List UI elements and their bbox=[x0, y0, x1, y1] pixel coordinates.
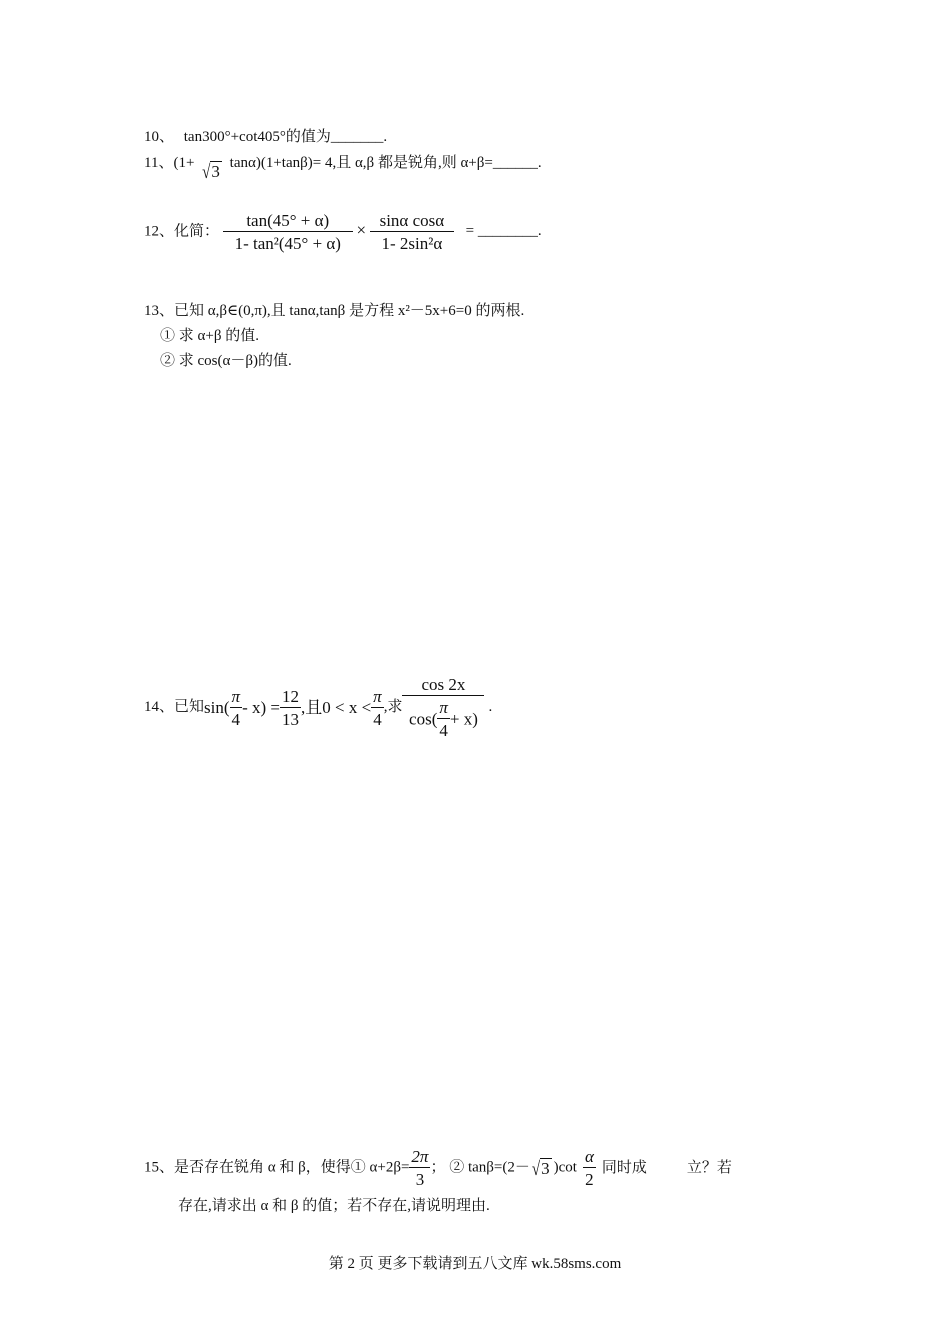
ask-text: ,求 bbox=[383, 699, 403, 715]
question-15-post-2: 立？若 bbox=[686, 1159, 732, 1176]
question-10-number: 10、 bbox=[144, 129, 175, 145]
fraction-numerator: 12 bbox=[281, 686, 299, 706]
fraction-tan bbox=[223, 212, 353, 252]
fraction-pi-4-a bbox=[230, 688, 243, 728]
question-13-text: 已知 α,β∈(0,π),且 tanα,tanβ 是方程 x²－5x+6=0 的两根. bbox=[174, 303, 525, 319]
sqrt-3: √3 bbox=[531, 1159, 550, 1181]
question-13-number: 13、 bbox=[144, 303, 175, 319]
question-15-line-2: 存在,请求出 α 和 β 的值；若不存在,请说明理由. bbox=[178, 1198, 490, 1214]
fraction-cos2x bbox=[402, 676, 484, 739]
question-11 bbox=[144, 155, 542, 184]
fraction-denominator bbox=[402, 696, 484, 739]
fraction-denominator: 13 bbox=[281, 709, 299, 729]
question-15 bbox=[144, 1148, 732, 1188]
question-13-sub-2: ② 求 cos(α－β)的值. bbox=[160, 353, 292, 369]
fraction-numerator: cos 2x bbox=[402, 676, 484, 696]
fraction-numerator: 2π bbox=[411, 1147, 429, 1166]
fraction-sin-numerator: sinα cosα bbox=[370, 212, 454, 232]
fraction-pi-4-b bbox=[371, 688, 384, 728]
question-15-post: 同时成 bbox=[601, 1159, 647, 1176]
question-14 bbox=[144, 676, 492, 739]
sin-open: sin( bbox=[204, 698, 230, 717]
fraction-2pi-3 bbox=[409, 1148, 430, 1188]
page-footer: 第 2 页 更多下载请到五八文库 wk.58sms.com bbox=[328, 1256, 622, 1272]
cos-close: + x) bbox=[449, 709, 478, 729]
times-sign: × bbox=[356, 220, 367, 240]
fraction-sin bbox=[370, 212, 454, 252]
question-12 bbox=[144, 212, 542, 252]
question-11-number: 11、 bbox=[144, 155, 174, 171]
fraction-denominator: 4 bbox=[439, 721, 448, 740]
sqrt-3: √3 bbox=[202, 162, 220, 184]
sin-close: - x) = bbox=[242, 698, 280, 717]
question-14-number: 14、 bbox=[144, 699, 175, 715]
fraction-alpha-2 bbox=[583, 1148, 596, 1188]
question-10 bbox=[144, 130, 387, 145]
question-13 bbox=[144, 304, 524, 319]
condition-text: ,且0 < x < bbox=[300, 698, 372, 717]
question-11-pre: (1+ bbox=[173, 155, 195, 171]
sqrt-radicand: 3 bbox=[211, 162, 220, 181]
question-12-number: 12、 bbox=[144, 223, 175, 240]
sqrt-radicand: 3 bbox=[541, 1159, 550, 1178]
question-15-pre: 是否存在锐角 α 和 β，使得① α+2β= bbox=[174, 1159, 410, 1176]
question-15-number: 15、 bbox=[144, 1159, 175, 1176]
fraction-denominator: 3 bbox=[415, 1170, 425, 1189]
question-10-text: tan300°+cot405°的值为_______. bbox=[183, 129, 388, 145]
question-15-mid: ； ② tanβ=(2－ bbox=[430, 1159, 530, 1176]
fraction-pi-4-c bbox=[437, 699, 450, 739]
question-11-post: tanα)(1+tanβ)= 4,且 α,β 都是锐角,则 α+β=______. bbox=[229, 155, 542, 171]
question-12-tail: = ________. bbox=[465, 223, 542, 240]
fraction-denominator: 4 bbox=[231, 709, 241, 729]
fraction-numerator: π bbox=[373, 686, 382, 706]
fraction-12-13 bbox=[280, 688, 301, 728]
fraction-denominator: 4 bbox=[373, 709, 382, 729]
fraction-tan-numerator: tan(45° + α) bbox=[223, 212, 353, 232]
question-13-sub-1: ① 求 α+β 的值. bbox=[160, 328, 259, 344]
cos-open: cos( bbox=[409, 709, 438, 729]
fraction-denominator: 2 bbox=[585, 1170, 594, 1189]
question-15-cot: )cot bbox=[553, 1159, 577, 1176]
question-12-label: 化简： bbox=[174, 223, 220, 240]
fraction-tan-denominator: 1- tan²(45° + α) bbox=[234, 234, 341, 253]
fraction-numerator: π bbox=[231, 686, 241, 706]
question-14-end: . bbox=[488, 699, 493, 715]
fraction-numerator: π bbox=[439, 698, 448, 717]
fraction-sin-denominator: 1- 2sin²α bbox=[381, 234, 443, 253]
fraction-numerator: α bbox=[584, 1147, 594, 1166]
question-14-pre: 已知 bbox=[174, 699, 205, 715]
